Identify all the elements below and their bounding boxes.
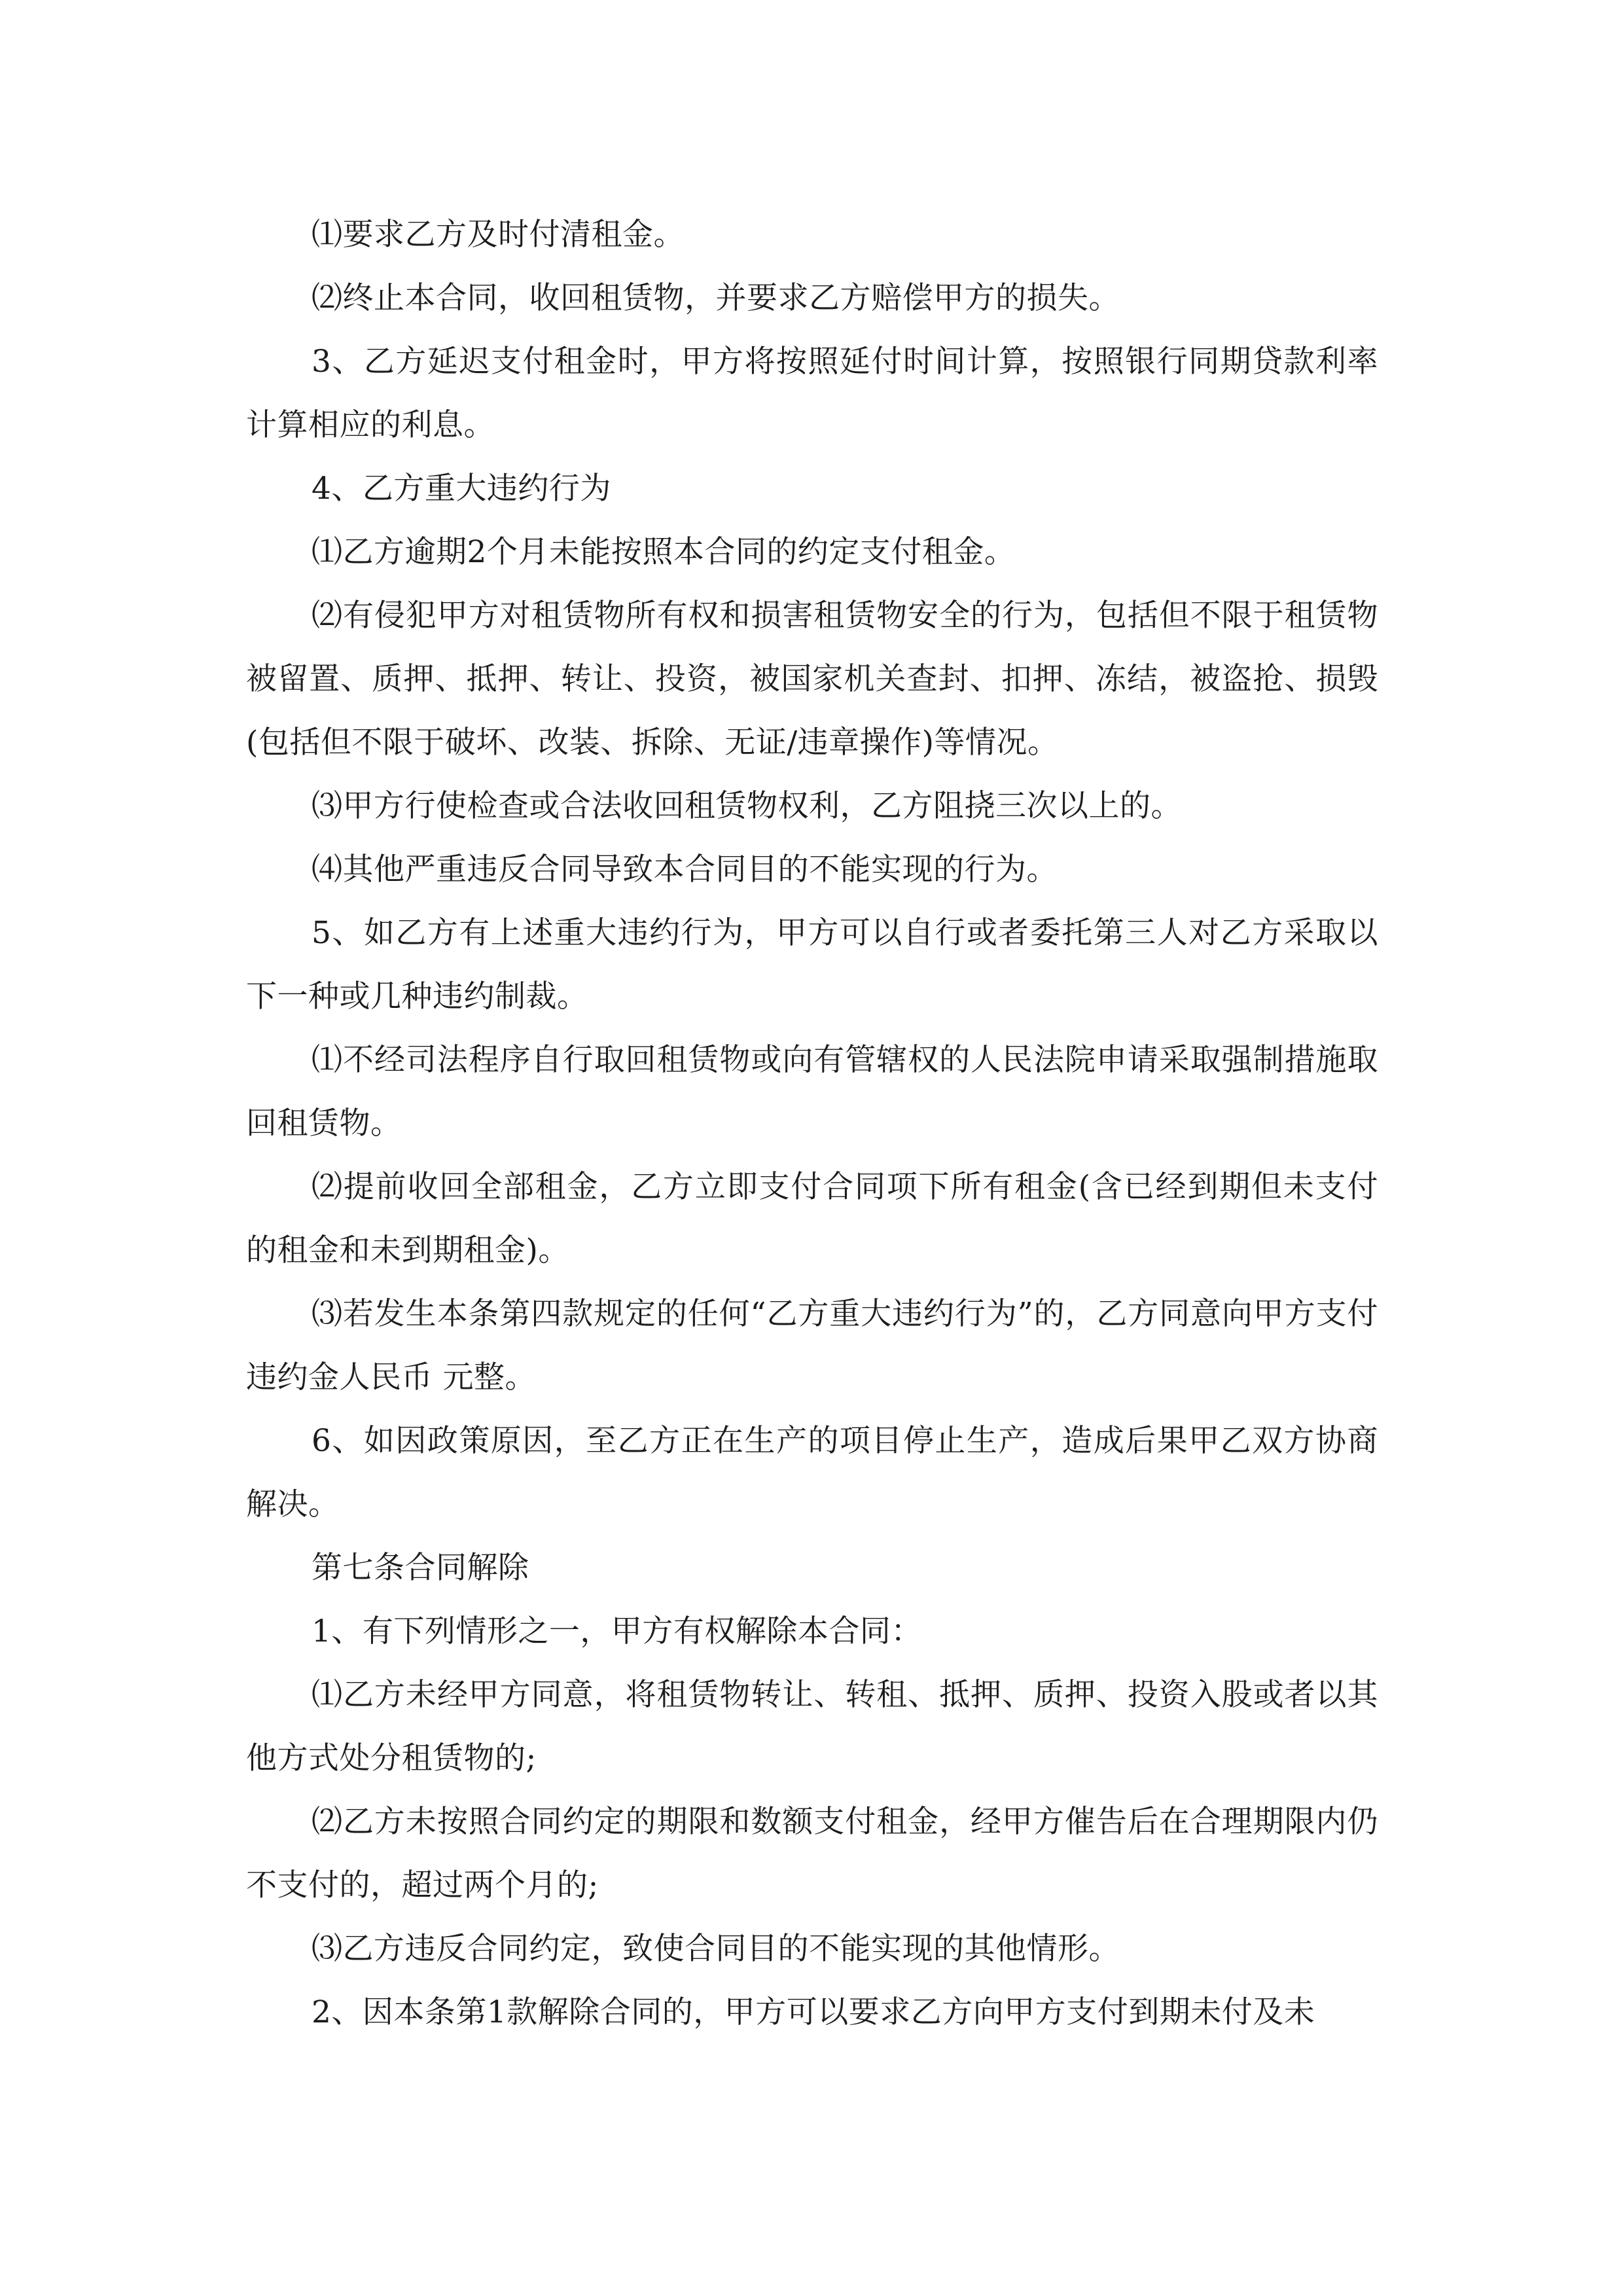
paragraph: ⑵有侵犯甲方对租赁物所有权和损害租赁物安全的行为，包括但不限于租赁物被留置、质押、抵押、转让、投资，被国家机关查封、扣押、冻结，被盗抢、损毁(包括但不限于破坏、改装、拆除、无证/违章操作)等情况。 bbox=[246, 598, 1378, 761]
paragraph: ⑴乙方逾期2个月未能按照本合同的约定支付租金。 bbox=[312, 534, 1016, 570]
paragraph: 2、因本条第1款解除合同的，甲方可以要求乙方向甲方支付到期未付及未 bbox=[312, 1994, 1315, 2030]
paragraph: ⑴不经司法程序自行取回租赁物或向有管辖权的人民法院申请采取强制措施取回租赁物。 bbox=[246, 1042, 1378, 1141]
paragraph: ⑶乙方违反合同约定，致使合同目的不能实现的其他情形。 bbox=[312, 1931, 1120, 1967]
paragraph: ⑷其他严重违反合同导致本合同目的不能实现的行为。 bbox=[312, 852, 1058, 888]
paragraph: ⑵提前收回全部租金，乙方立即支付合同项下所有租金(含已经到期但未支付的租金和未到期租金)。 bbox=[246, 1169, 1378, 1268]
paragraph: 6、如因政策原因，至乙方正在生产的项目停止生产，造成后果甲乙双方协商解决。 bbox=[246, 1423, 1378, 1522]
document-body bbox=[246, 203, 1378, 2044]
paragraph: ⑴要求乙方及时付清租金。 bbox=[312, 217, 685, 253]
paragraph: 5、如乙方有上述重大违约行为，甲方可以自行或者委托第三人对乙方采取以下一种或几种违约制裁。 bbox=[246, 915, 1378, 1014]
paragraph: ⑵乙方未按照合同约定的期限和数额支付租金，经甲方催告后在合理期限内仍不支付的，超过两个月的; bbox=[246, 1804, 1378, 1903]
paragraph: 1、有下列情形之一，甲方有权解除本合同： bbox=[312, 1613, 922, 1649]
paragraph: ⑶甲方行使检查或合法收回租赁物权利，乙方阻挠三次以上的。 bbox=[312, 788, 1182, 824]
section-heading: 第七条合同解除 bbox=[312, 1550, 529, 1586]
paragraph: 4、乙方重大违约行为 bbox=[312, 471, 611, 507]
paragraph: 3、乙方延迟支付租金时，甲方将按照延付时间计算，按照银行同期贷款利率计算相应的利息。 bbox=[246, 344, 1378, 443]
paragraph: ⑶若发生本条第四款规定的任何“乙方重大违约行为”的，乙方同意向甲方支付违约金人民币 元整。 bbox=[246, 1296, 1378, 1395]
paragraph: ⑴乙方未经甲方同意，将租赁物转让、转租、抵押、质押、投资入股或者以其他方式处分租赁物的; bbox=[246, 1677, 1378, 1776]
paragraph: ⑵终止本合同，收回租赁物，并要求乙方赔偿甲方的损失。 bbox=[312, 280, 1120, 316]
